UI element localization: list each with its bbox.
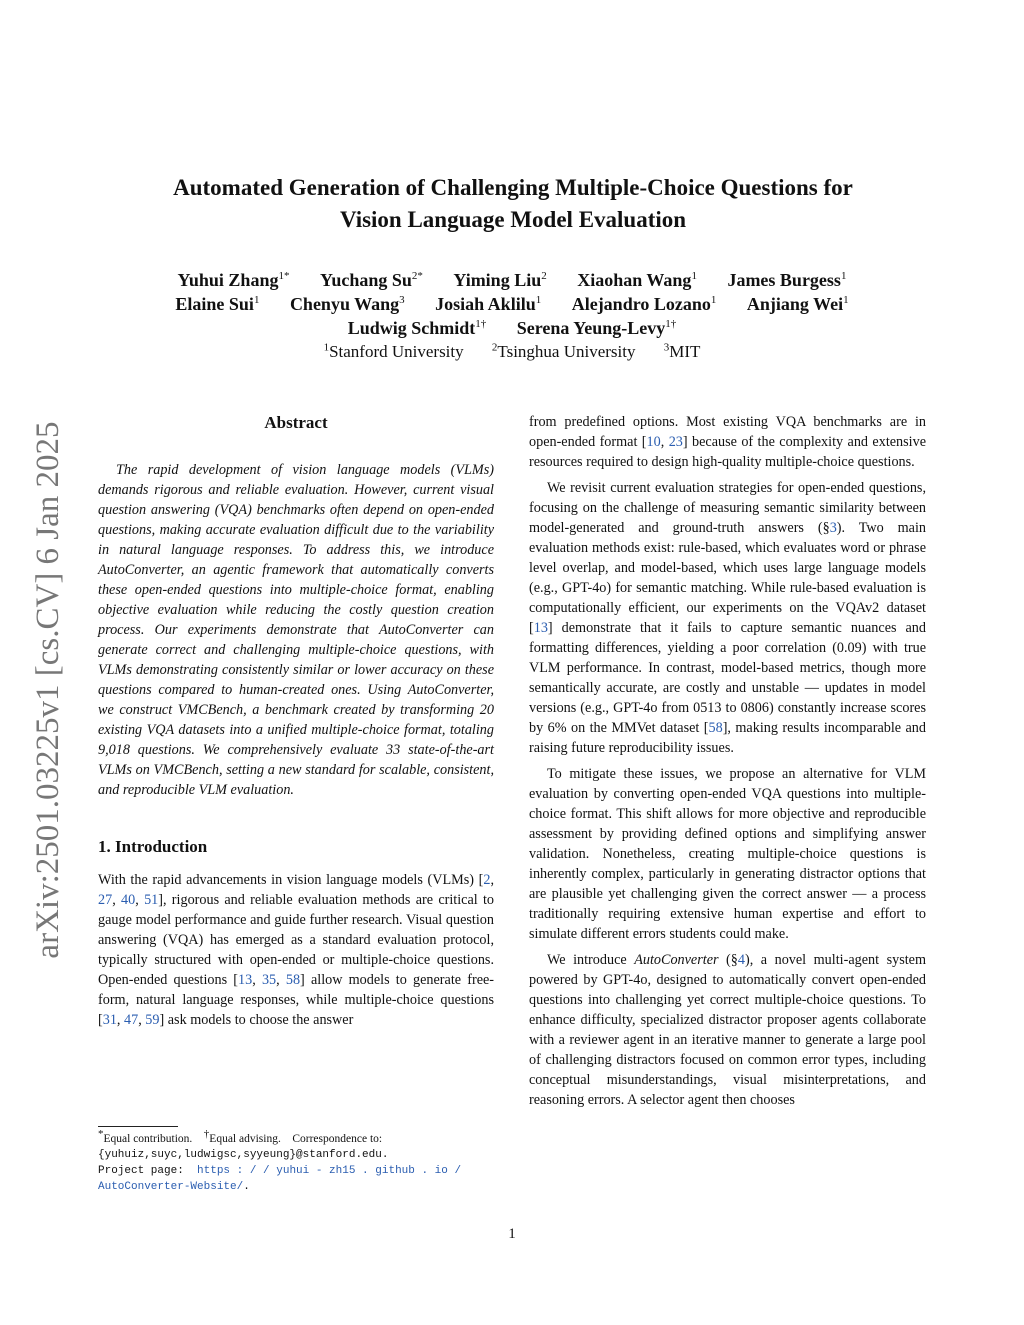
section-link[interactable]: 4: [737, 952, 745, 968]
footnote-project-page-cont: AutoConverter-Website/.: [98, 1181, 250, 1193]
footnote: [98, 1126, 494, 1195]
citation-link[interactable]: 58: [285, 972, 301, 988]
paper-title: [90, 172, 936, 236]
citation-link[interactable]: 35: [261, 972, 277, 988]
author: Yuhui Zhang$^{1*}$: [177, 270, 290, 290]
affiliations: [100, 341, 924, 363]
footnote-project-page: Project page: https : / / yuhui - zh15 . github . io /: [98, 1165, 462, 1177]
author: Serena Yeung-Levy$^{1\dagger}$: [516, 318, 677, 338]
author: Chenyu Wang$^3$: [289, 294, 405, 314]
citation-link[interactable]: 10: [646, 434, 661, 450]
project-page-link[interactable]: https : / / yuhui - zh15 . github . io /: [197, 1165, 462, 1177]
footnote-equal-contribution: *Equal contribution. †Equal advising. Correspondence to:: [98, 1128, 383, 1145]
citation-link[interactable]: 23: [668, 434, 683, 450]
citation-link[interactable]: 40: [121, 892, 136, 908]
citation-link[interactable]: 31: [102, 1012, 117, 1028]
footnote-rule: [98, 1126, 178, 1127]
title-line-1: Automated Generation of Challenging Multiple-Choice Questions for: [173, 175, 853, 200]
abstract-text: The rapid development of vision language models (VLMs) demands rigorous and reliable evaluation. However, current visual question answering (VQA) benchmarks often depend on open-ended questions, making accurate evaluation difficult due to the variability in natural language responses. To address this, we introduce AutoConverter, an agentic framework that automatically converts these open-ended questions into multiple-choice format, enabling objective evaluation while reducing the costly question creation process. Our experiments demonstrate that AutoConverter can generate correct and challenging multiple-choice questions, with VLMs demonstrating consistently similar or lower accuracy on these questions compared to human-created ones. Using AutoConverter, we construct VMCBench, a benchmark created by transforming 20 existing VQA datasets into a unified multiple-choice format, totaling 9,018 questions. We comprehensively evaluate 33 state-of-the-art VLMs on VMCBench, setting a new standard for scalable, consistent, and reproducible VLM evaluation.: [98, 462, 494, 798]
citation-link[interactable]: 2: [483, 872, 491, 888]
abstract-heading: Abstract: [264, 413, 328, 432]
author: Elaine Sui$^1$: [175, 294, 260, 314]
author-row-2: [100, 292, 924, 316]
body-paragraph: from predefined options. Most existing VQA benchmarks are in open-ended format [10, 23] because of the complexity and extensive resources required to design high-quality multiple-choice questions.: [529, 414, 927, 470]
right-column: [529, 412, 926, 1110]
body-paragraph: To mitigate these issues, we propose an alternative for VLM evaluation by converting open-ended VQA questions into multiple-choice format. This shift allows for more objective and reproducible assessment by providing defined options and simplifying answer validation. Nonetheless, creating multiple-choice questions is inherently complex, particularly in generating distractor options that are plausible yet challenging given the correct answer — a process traditionally requiring extensive human expertise and effort to simulate different errors students could make.: [529, 766, 926, 942]
author: James Burgess$^1$: [727, 270, 847, 290]
author: Yiming Liu$^2$: [453, 270, 547, 290]
affiliation: $^1$Stanford University: [323, 341, 464, 361]
affiliation: $^2$Tsinghua University: [491, 341, 636, 361]
project-page-link-cont[interactable]: AutoConverter-Website/: [98, 1181, 244, 1193]
body-paragraph: We revisit current evaluation strategies for open-ended questions, focusing on the challenge of measuring semantic similarity between model-generated and ground-truth answers (§3). Two main evaluation methods exist: rule-based, which evaluates word or phrase level overlap, and model-based, which uses large language models (e.g., GPT-4o) for semantic matching. While rule-based evaluation is computationally efficient, our experiments on the VQAv2 dataset [13] demonstrate that it fails to capture semantic nuances and formatting differences, yielding a poor correlation (0.09) with true VLM performance. In contrast, model-based metrics, though more semantically accurate, are costly and unstable — updates in model versions (e.g., GPT-4o from 0513 to 0806) constantly increase scores by 6% on the MMVet dataset [58], making results incomparable and raising future reproducibility issues.: [529, 480, 926, 756]
citation-link[interactable]: 58: [708, 720, 723, 736]
citation-link[interactable]: 13: [238, 972, 253, 988]
introduction-paragraph: With the rapid advancements in vision language models (VLMs) [2, 27, 40, 51], rigorous and reliable evaluation methods are critical to gauge model performance and guide further research. Visual question answering (VQA) has emerged as a standard evaluation protocol, typically structured with open-ended or multiple-choice questions. Open-ended questions [13, 35, 58] allow models to generate free-form, natural language responses, while multiple-choice questions [31, 47, 59] ask models to choose the answer: [98, 872, 495, 1028]
author: Josiah Aklilu$^1$: [435, 294, 542, 314]
author-row-3: [100, 316, 924, 340]
body-paragraph: We introduce AutoConverter (§4), a novel multi-agent system powered by GPT-4o, designed to automatically convert open-ended questions into challenging yet correct multiple-choice questions. To enhance difficulty, specialized distractor proposer agents collaborate with a reviewer agent in an iterative manner to generate a large pool of challenging distractors focused on common error types, including conceptual misunderstandings, visual misinterpretations, and reasoning errors. A selector agent then chooses: [529, 952, 926, 1108]
author: Anjiang Wei$^1$: [746, 294, 849, 314]
left-column: [98, 412, 494, 1030]
title-line-2: Vision Language Model Evaluation: [339, 207, 687, 232]
affiliation: $^3$MIT: [663, 341, 701, 361]
author-list: [100, 268, 924, 340]
footnote-emails: {yuhuiz,suyc,ludwigsc,syyeung}@stanford.edu.: [98, 1149, 389, 1161]
author-row-1: [100, 268, 924, 292]
section-link[interactable]: 3: [829, 520, 837, 536]
author: Yuchang $Su^{2*}$: [319, 270, 423, 290]
citation-link[interactable]: 47: [124, 1012, 139, 1028]
introduction-heading: 1. Introduction: [98, 837, 208, 856]
author: Alejandro Lozano$^1$: [571, 294, 717, 314]
citation-link[interactable]: 59: [145, 1012, 160, 1028]
citation-link[interactable]: 51: [144, 892, 159, 908]
author: Xiaohan Wang$^1$: [577, 270, 697, 290]
citation-link[interactable]: 27: [98, 892, 113, 908]
arxiv-identifier: arXiv:2501.03225v1 [cs.CV] 6 Jan 2025: [30, 421, 66, 959]
page-number: 1: [508, 1226, 516, 1242]
author: Ludwig Schmidt$^{1\dagger}$: [347, 318, 487, 338]
citation-link[interactable]: 13: [533, 620, 548, 636]
